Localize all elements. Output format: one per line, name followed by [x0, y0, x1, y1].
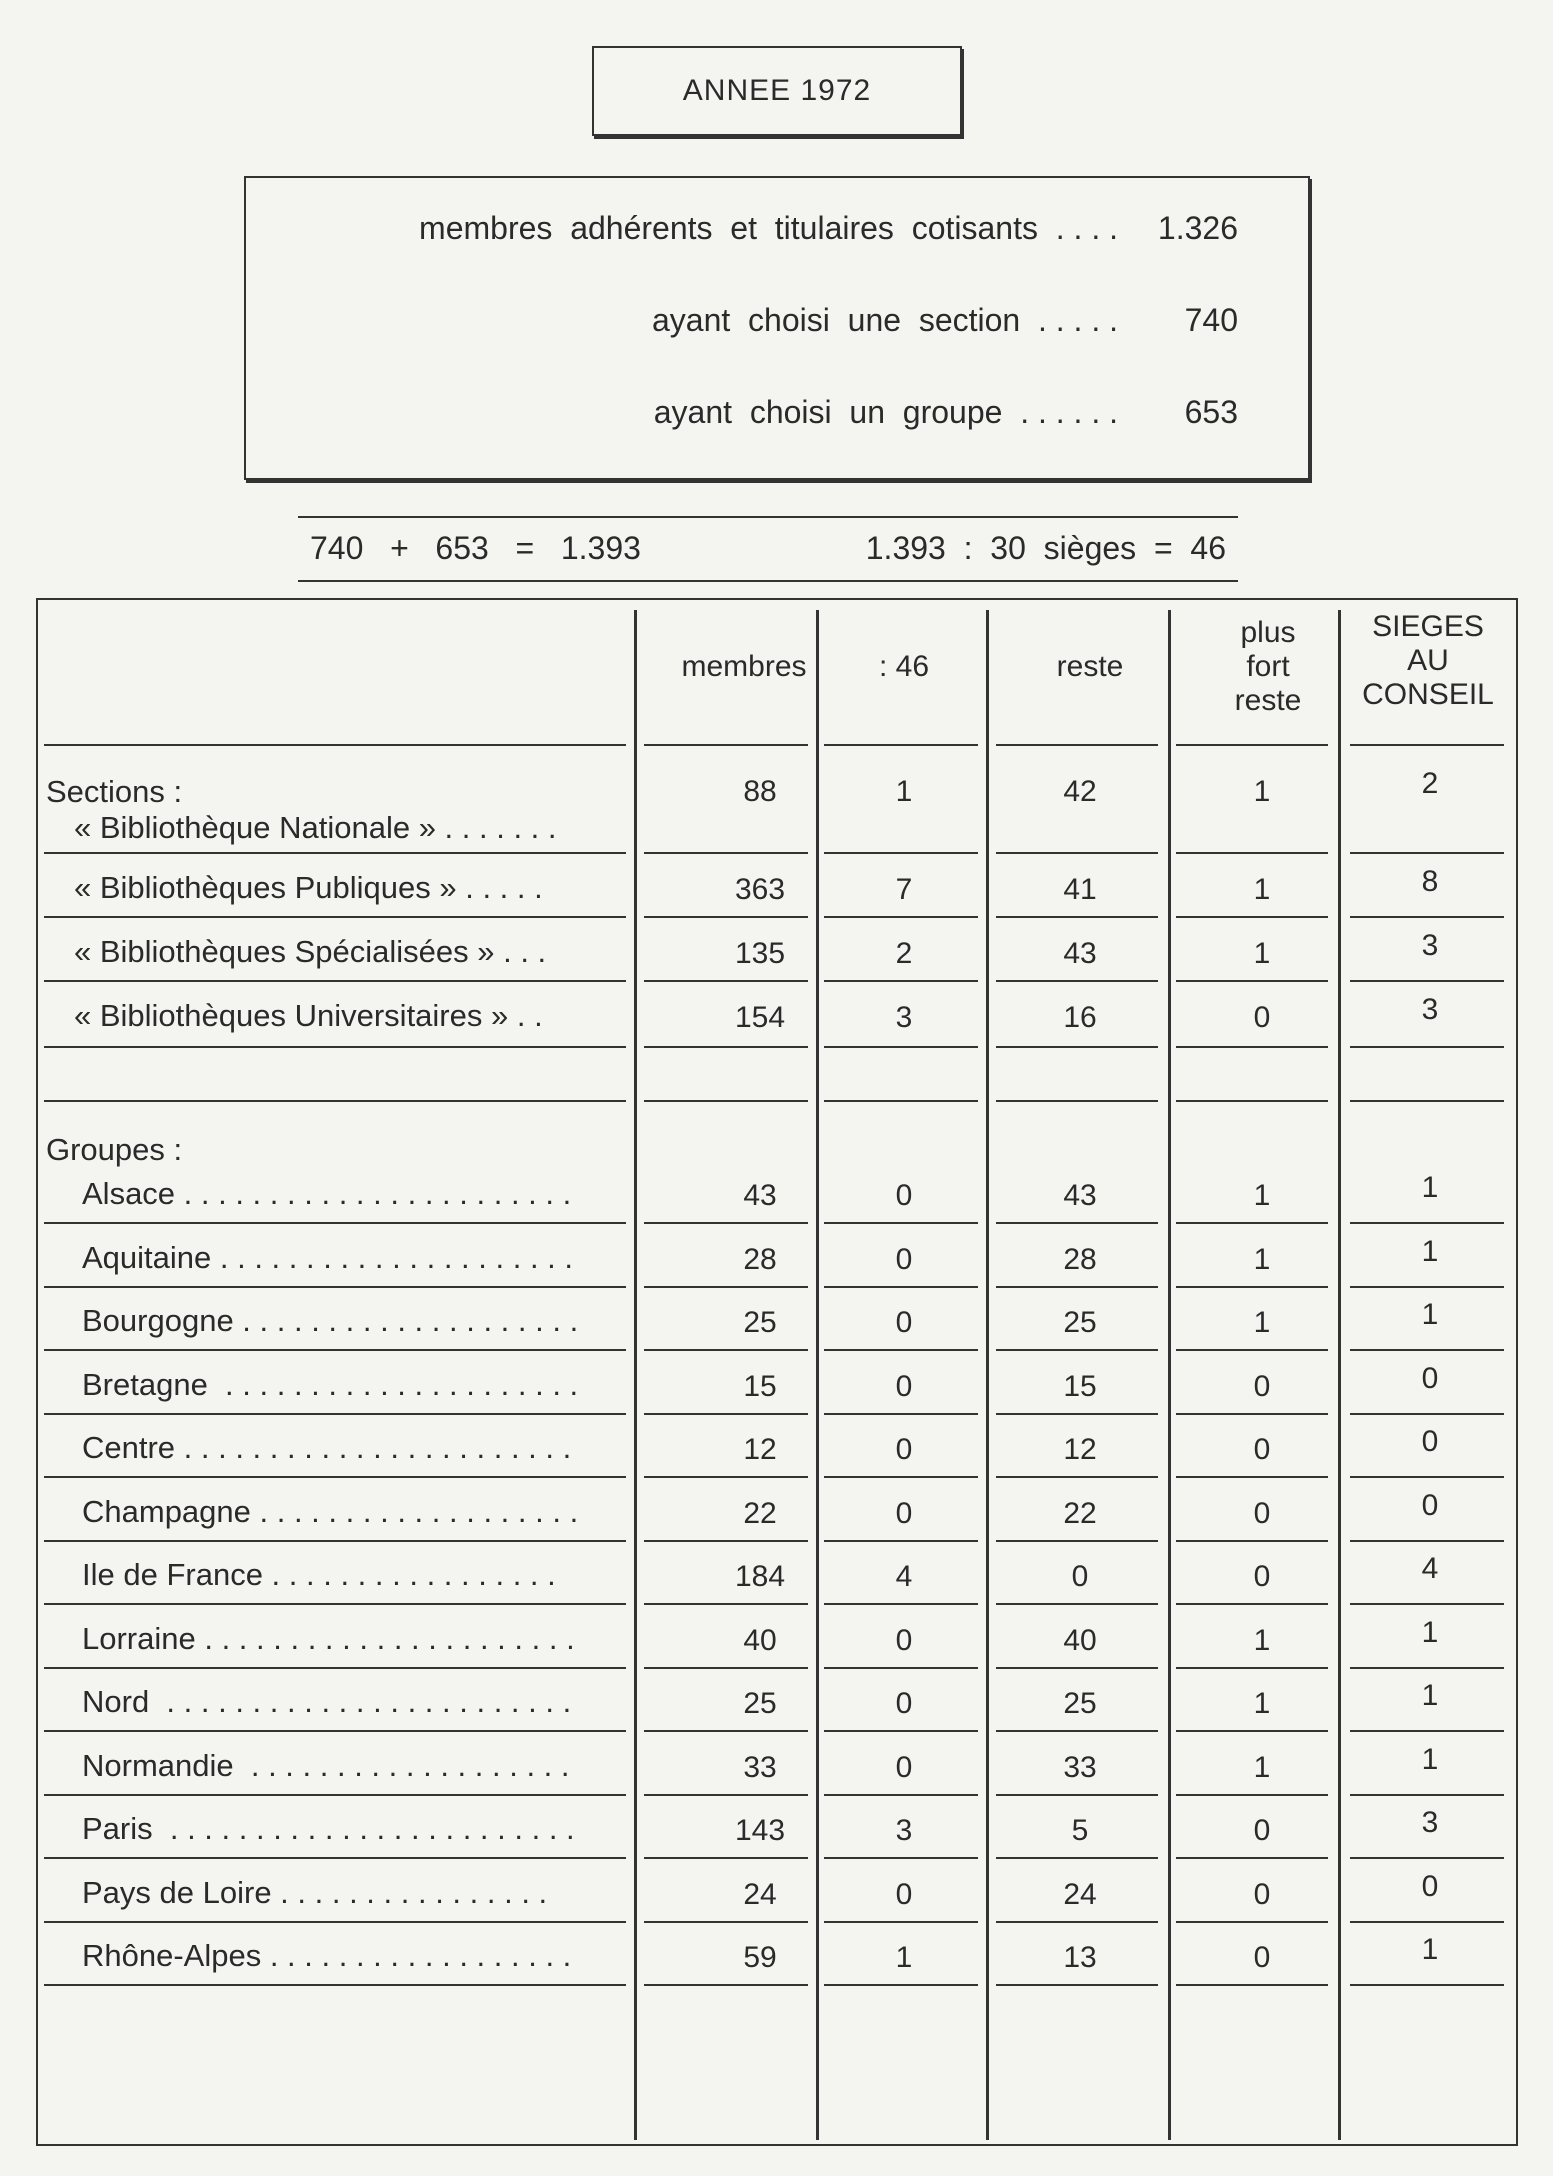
row-rule — [996, 980, 1158, 982]
cell-div: 7 — [895, 873, 913, 906]
row-rule — [1176, 1794, 1328, 1796]
cell-div: 0 — [895, 1179, 913, 1212]
cell-sieges: 3 — [1421, 929, 1439, 962]
cell-sieges: 3 — [1421, 1806, 1439, 1839]
header-sieges-line: SIEGES — [1372, 610, 1484, 643]
row-rule — [1176, 1286, 1328, 1288]
cell-sieges: 3 — [1421, 993, 1439, 1026]
cell-reste: 15 — [1063, 1370, 1097, 1403]
row-rule — [644, 852, 808, 854]
cell-membres: 25 — [743, 1687, 777, 1720]
row-rule — [644, 1921, 808, 1923]
row-rule — [824, 1540, 978, 1542]
row-rule — [644, 1857, 808, 1859]
row-rule — [1350, 1921, 1504, 1923]
cell-pfr: 0 — [1253, 1560, 1271, 1593]
row-rule — [1176, 980, 1328, 982]
row-rule — [1350, 1286, 1504, 1288]
row-rule — [644, 1286, 808, 1288]
cell-pfr: 1 — [1253, 1751, 1271, 1784]
row-rule — [44, 1857, 626, 1859]
row-rule — [996, 1286, 1158, 1288]
calc-sum: 740 + 653 = 1.393 — [310, 530, 641, 566]
cell-pfr: 1 — [1253, 1243, 1271, 1276]
cell-div: 1 — [895, 1941, 913, 1974]
summary-label: ayant choisi un groupe . . . . . . — [653, 394, 1118, 430]
row-rule — [44, 1794, 626, 1796]
cell-pfr: 1 — [1253, 873, 1271, 906]
row-rule — [1176, 1476, 1328, 1478]
cell-sieges: 0 — [1421, 1362, 1439, 1395]
row-rule — [996, 1794, 1158, 1796]
cell-reste: 43 — [1063, 1179, 1097, 1212]
row-rule — [1176, 1667, 1328, 1669]
row-rule — [1350, 1100, 1504, 1102]
row-rule — [824, 1286, 978, 1288]
row-rule — [644, 1046, 808, 1048]
cell-sieges: 1 — [1421, 1679, 1439, 1712]
row-rule — [1350, 1349, 1504, 1351]
groupe-name: Lorraine . . . . . . . . . . . . . . . . . . . . . . — [82, 1621, 575, 1656]
cell-membres: 184 — [734, 1560, 786, 1593]
cell-pfr: 0 — [1253, 1814, 1271, 1847]
cell-sieges: 1 — [1421, 1616, 1439, 1649]
row-rule — [1350, 1540, 1504, 1542]
row-rule — [824, 852, 978, 854]
row-rule — [996, 1984, 1158, 1986]
cell-sieges: 1 — [1421, 1933, 1439, 1966]
cell-reste: 25 — [1063, 1687, 1097, 1720]
cell-membres: 24 — [743, 1878, 777, 1911]
row-rule — [644, 1984, 808, 1986]
row-rule — [996, 1603, 1158, 1605]
cell-membres: 28 — [743, 1243, 777, 1276]
row-rule — [44, 980, 626, 982]
groupe-name: Nord . . . . . . . . . . . . . . . . . . . . . . . . — [82, 1684, 572, 1719]
cell-pfr: 0 — [1253, 1370, 1271, 1403]
groupe-name: Ile de France . . . . . . . . . . . . . . . . . — [82, 1557, 556, 1592]
cell-membres: 154 — [734, 1001, 786, 1034]
groupe-name: Normandie . . . . . . . . . . . . . . . . . . . — [82, 1748, 570, 1783]
row-rule — [996, 1857, 1158, 1859]
cell-reste: 13 — [1063, 1941, 1097, 1974]
cell-pfr: 0 — [1253, 1878, 1271, 1911]
cell-reste: 40 — [1063, 1624, 1097, 1657]
row-rule — [1176, 1349, 1328, 1351]
row-rule — [1350, 1730, 1504, 1732]
row-rule — [1176, 916, 1328, 918]
row-rule — [824, 1730, 978, 1732]
summary-row-total — [419, 210, 1238, 247]
cell-membres: 33 — [743, 1751, 777, 1784]
row-rule — [1176, 1046, 1328, 1048]
cell-div: 0 — [895, 1306, 913, 1339]
row-rule — [644, 744, 808, 746]
cell-reste: 28 — [1063, 1243, 1097, 1276]
row-rule — [1176, 744, 1328, 746]
cell-membres: 363 — [734, 873, 786, 906]
row-rule — [44, 1984, 626, 1986]
row-rule — [44, 1921, 626, 1923]
cell-reste: 33 — [1063, 1751, 1097, 1784]
row-rule — [824, 1046, 978, 1048]
row-rule — [644, 1730, 808, 1732]
row-rule — [824, 1667, 978, 1669]
seats-table — [36, 598, 1518, 2146]
row-rule — [644, 1794, 808, 1796]
row-rule — [996, 1349, 1158, 1351]
section-name: « Bibliothèques Spécialisées » . . . — [74, 934, 547, 969]
row-rule — [644, 1603, 808, 1605]
cell-membres: 88 — [743, 775, 777, 808]
row-rule — [996, 1413, 1158, 1415]
cell-div: 0 — [895, 1751, 913, 1784]
cell-sieges: 8 — [1421, 865, 1439, 898]
row-rule — [996, 1046, 1158, 1048]
row-rule — [644, 1540, 808, 1542]
cell-reste: 5 — [1071, 1814, 1089, 1847]
cell-membres: 12 — [743, 1433, 777, 1466]
summary-value: 653 — [1184, 394, 1238, 430]
row-rule — [1176, 1921, 1328, 1923]
header-pfr-line: reste — [1234, 684, 1302, 717]
groupe-name: Bretagne . . . . . . . . . . . . . . . . . . . . . — [82, 1367, 579, 1402]
year-title-box — [592, 46, 962, 136]
row-rule — [644, 980, 808, 982]
cell-reste: 22 — [1063, 1497, 1097, 1530]
column-rule — [1338, 610, 1341, 2140]
cell-pfr: 1 — [1253, 775, 1271, 808]
cell-sieges: 1 — [1421, 1171, 1439, 1204]
cell-membres: 25 — [743, 1306, 777, 1339]
cell-reste: 24 — [1063, 1878, 1097, 1911]
cell-membres: 15 — [743, 1370, 777, 1403]
row-rule — [1350, 1794, 1504, 1796]
row-rule — [644, 1349, 808, 1351]
row-rule — [44, 1349, 626, 1351]
cell-pfr: 0 — [1253, 1001, 1271, 1034]
row-rule — [1350, 1046, 1504, 1048]
row-rule — [1350, 1222, 1504, 1224]
summary-label: ayant choisi une section . . . . . — [651, 302, 1118, 338]
groupe-name: Centre . . . . . . . . . . . . . . . . . . . . . . . — [82, 1430, 572, 1465]
cell-div: 2 — [895, 937, 913, 970]
row-rule — [44, 1046, 626, 1048]
section-name: « Bibliothèque Nationale » . . . . . . . — [74, 810, 557, 845]
cell-div: 0 — [895, 1370, 913, 1403]
cell-div: 0 — [895, 1878, 913, 1911]
row-rule — [1350, 1476, 1504, 1478]
header-pfr-line: plus — [1240, 616, 1296, 649]
row-rule — [996, 744, 1158, 746]
cell-sieges: 1 — [1421, 1743, 1439, 1776]
cell-pfr: 1 — [1253, 937, 1271, 970]
row-rule — [1350, 1603, 1504, 1605]
cell-membres: 40 — [743, 1624, 777, 1657]
row-rule — [996, 1476, 1158, 1478]
row-rule — [644, 1667, 808, 1669]
groupe-name: Champagne . . . . . . . . . . . . . . . . . . . — [82, 1494, 579, 1529]
row-rule — [996, 1921, 1158, 1923]
row-rule — [824, 1100, 978, 1102]
cell-sieges: 0 — [1421, 1870, 1439, 1903]
cell-reste: 12 — [1063, 1433, 1097, 1466]
section-name: « Bibliothèques Publiques » . . . . . — [74, 870, 543, 905]
row-rule — [44, 1730, 626, 1732]
row-rule — [1350, 1857, 1504, 1859]
row-rule — [44, 1100, 626, 1102]
cell-sieges: 0 — [1421, 1489, 1439, 1522]
membership-summary-box — [244, 176, 1310, 480]
cell-div: 3 — [895, 1001, 913, 1034]
row-rule — [644, 1476, 808, 1478]
row-rule — [1176, 1100, 1328, 1102]
cell-reste: 0 — [1071, 1560, 1089, 1593]
calc-quotient: 1.393 : 30 sièges = 46 — [865, 530, 1226, 566]
row-rule — [824, 916, 978, 918]
cell-div: 0 — [895, 1497, 913, 1530]
cell-div: 4 — [895, 1560, 913, 1593]
groupe-name: Rhône-Alpes . . . . . . . . . . . . . . . . . . — [82, 1938, 572, 1973]
cell-div: 0 — [895, 1624, 913, 1657]
row-rule — [1176, 1222, 1328, 1224]
row-rule — [644, 916, 808, 918]
cell-div: 0 — [895, 1433, 913, 1466]
cell-membres: 43 — [743, 1179, 777, 1212]
summary-label: membres adhérents et titulaires cotisants . . . . — [419, 210, 1118, 246]
row-rule — [996, 916, 1158, 918]
column-rule — [1168, 610, 1171, 2140]
cell-sieges: 4 — [1421, 1552, 1439, 1585]
row-rule — [44, 852, 626, 854]
row-rule — [824, 1984, 978, 1986]
row-rule — [1350, 1413, 1504, 1415]
row-rule — [44, 1540, 626, 1542]
row-rule — [644, 1222, 808, 1224]
row-rule — [824, 1222, 978, 1224]
row-rule — [996, 1100, 1158, 1102]
row-rule — [1350, 980, 1504, 982]
row-rule — [996, 1222, 1158, 1224]
row-rule — [1350, 744, 1504, 746]
row-rule — [1350, 916, 1504, 918]
cell-reste: 41 — [1063, 873, 1097, 906]
row-rule — [1176, 1603, 1328, 1605]
row-rule — [44, 1603, 626, 1605]
row-rule — [824, 1476, 978, 1478]
summary-value: 1.326 — [1157, 210, 1238, 246]
summary-value: 740 — [1184, 302, 1238, 338]
row-rule — [996, 1667, 1158, 1669]
row-rule — [996, 1730, 1158, 1732]
cell-reste: 16 — [1063, 1001, 1097, 1034]
groupe-name: Pays de Loire . . . . . . . . . . . . . . . . — [82, 1875, 548, 1910]
row-rule — [44, 1413, 626, 1415]
cell-div: 0 — [895, 1687, 913, 1720]
cell-pfr: 0 — [1253, 1433, 1271, 1466]
cell-sieges: 1 — [1421, 1235, 1439, 1268]
header-pfr-line: fort — [1246, 650, 1290, 683]
cell-membres: 135 — [734, 937, 786, 970]
row-rule — [1176, 1730, 1328, 1732]
cell-membres: 59 — [743, 1941, 777, 1974]
row-rule — [44, 1667, 626, 1669]
cell-div: 0 — [895, 1243, 913, 1276]
groupe-name: Aquitaine . . . . . . . . . . . . . . . . . . . . . — [82, 1240, 574, 1275]
row-rule — [824, 1794, 978, 1796]
column-rule — [634, 610, 637, 2140]
row-rule — [824, 1603, 978, 1605]
sections-label: Sections : — [46, 774, 183, 809]
header-membres: membres — [681, 650, 807, 683]
header-sieges-line: CONSEIL — [1362, 678, 1494, 711]
groupe-name: Paris . . . . . . . . . . . . . . . . . . . . . . . . — [82, 1811, 575, 1846]
row-rule — [1350, 1667, 1504, 1669]
row-rule — [1176, 1984, 1328, 1986]
year-title: ANNEE 1972 — [682, 74, 872, 107]
row-rule — [1176, 852, 1328, 854]
column-rule — [986, 610, 989, 2140]
quotient-calculation — [298, 516, 1238, 582]
cell-pfr: 1 — [1253, 1179, 1271, 1212]
cell-pfr: 0 — [1253, 1497, 1271, 1530]
header-reste: reste — [1056, 650, 1124, 683]
cell-membres: 22 — [743, 1497, 777, 1530]
row-rule — [644, 1100, 808, 1102]
row-rule — [1176, 1413, 1328, 1415]
row-rule — [44, 916, 626, 918]
cell-reste: 42 — [1063, 775, 1097, 808]
row-rule — [824, 1857, 978, 1859]
row-rule — [44, 744, 626, 746]
row-rule — [1176, 1540, 1328, 1542]
row-rule — [44, 1222, 626, 1224]
cell-pfr: 1 — [1253, 1306, 1271, 1339]
row-rule — [824, 980, 978, 982]
groupe-name: Alsace . . . . . . . . . . . . . . . . . . . . . . . — [82, 1176, 572, 1211]
cell-sieges: 0 — [1421, 1425, 1439, 1458]
row-rule — [1176, 1857, 1328, 1859]
cell-reste: 43 — [1063, 937, 1097, 970]
summary-row-sections — [652, 302, 1238, 339]
header-sieges-au-conseil — [1338, 610, 1518, 712]
cell-div: 1 — [895, 775, 913, 808]
row-rule — [996, 852, 1158, 854]
cell-sieges: 2 — [1421, 767, 1439, 800]
cell-div: 3 — [895, 1814, 913, 1847]
cell-membres: 143 — [734, 1814, 786, 1847]
row-rule — [824, 744, 978, 746]
row-rule — [644, 1413, 808, 1415]
header-div: : 46 — [878, 650, 930, 683]
cell-sieges: 1 — [1421, 1298, 1439, 1331]
groupes-label: Groupes : — [46, 1132, 183, 1167]
row-rule — [44, 1476, 626, 1478]
row-rule — [1350, 852, 1504, 854]
row-rule — [1350, 1984, 1504, 1986]
cell-pfr: 1 — [1253, 1624, 1271, 1657]
summary-row-groupes — [654, 394, 1238, 431]
header-sieges-line: AU — [1407, 644, 1449, 677]
groupe-name: Bourgogne . . . . . . . . . . . . . . . . . . . . — [82, 1303, 579, 1338]
row-rule — [824, 1349, 978, 1351]
row-rule — [996, 1540, 1158, 1542]
cell-pfr: 1 — [1253, 1687, 1271, 1720]
row-rule — [824, 1921, 978, 1923]
cell-reste: 25 — [1063, 1306, 1097, 1339]
cell-pfr: 0 — [1253, 1941, 1271, 1974]
row-rule — [44, 1286, 626, 1288]
section-name: « Bibliothèques Universitaires » . . — [74, 998, 543, 1033]
row-rule — [824, 1413, 978, 1415]
